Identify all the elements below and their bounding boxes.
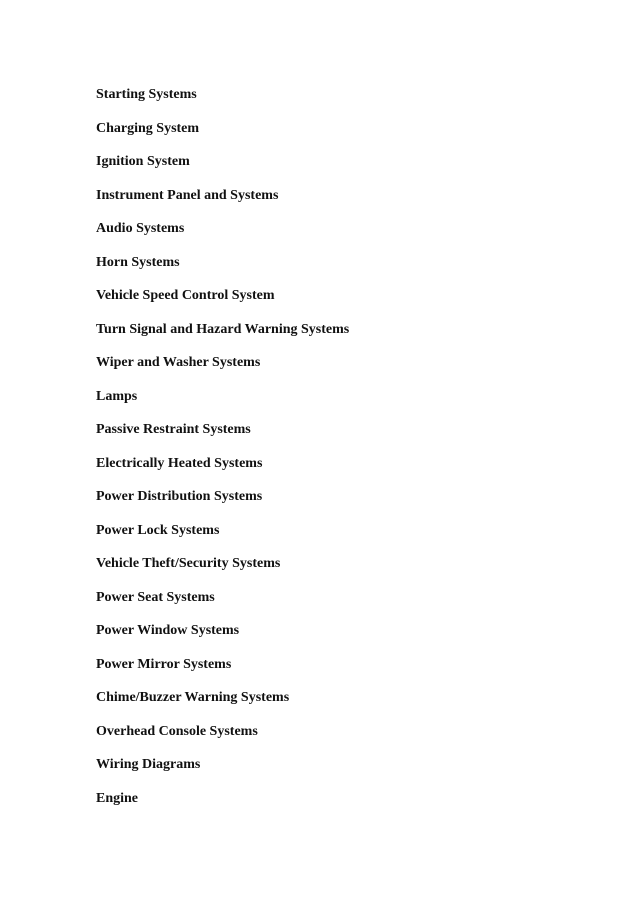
list-item: Instrument Panel and Systems [96,187,279,203]
list-item: Electrically Heated Systems [96,455,263,471]
list-item: Vehicle Speed Control System [96,288,275,303]
list-item: Power Distribution Systems [96,489,263,504]
list-item: Ignition System [96,154,190,169]
list-item: Engine [96,790,139,806]
list-item: Power Seat Systems [96,589,215,605]
list-item: Horn Systems [96,254,180,270]
list-item: Turn Signal and Hazard Warning Systems [96,321,350,337]
list-item: Power Lock Systems [96,522,220,538]
list-item: Power Window Systems [96,623,240,638]
list-item: Wiper and Washer Systems [96,355,261,370]
list-item: Vehicle Theft/Security Systems [96,556,281,571]
list-item: Overhead Console Systems [96,723,258,739]
list-item: Starting Systems [96,87,197,102]
list-item: Passive Restraint Systems [96,422,251,437]
section-list [96,86,349,823]
list-item: Lamps [96,388,138,404]
list-item: Power Mirror Systems [96,656,232,672]
list-item: Audio Systems [96,221,185,236]
list-item: Chime/Buzzer Warning Systems [96,690,290,705]
list-item: Wiring Diagrams [96,757,201,772]
list-item: Charging System [96,120,200,136]
